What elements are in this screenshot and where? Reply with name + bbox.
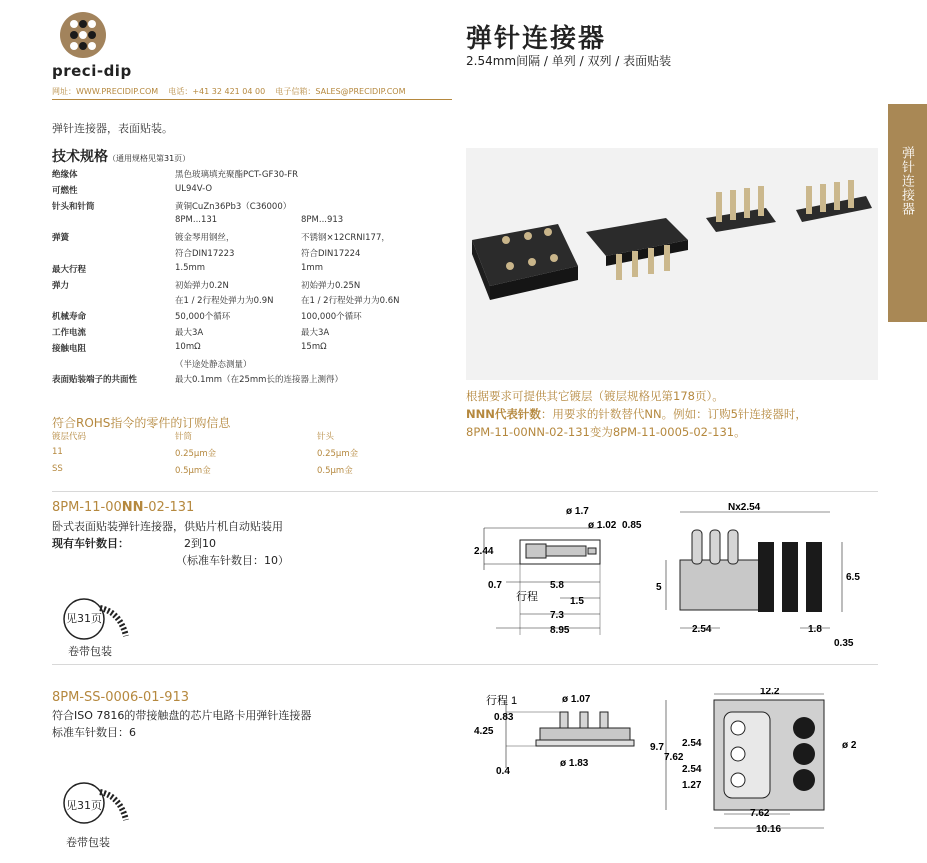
intro-text: 弹针连接器，表面贴装。 bbox=[52, 122, 173, 135]
rohs-col-tip: 针头 bbox=[317, 432, 335, 442]
spec-cell: 黑色玻璃填充聚酯PCT-GF30-FR bbox=[175, 170, 299, 180]
spec-heading-note: （通用规格见第31页） bbox=[108, 154, 191, 163]
spec-row bbox=[52, 371, 432, 387]
spec-cell: 针头和针筒 bbox=[52, 201, 95, 212]
page-subtitle: 2.54mm间隔 / 单列 / 双列 / 表面贴装 bbox=[466, 54, 672, 68]
spec-cell: 最大3A bbox=[175, 327, 204, 338]
dim-label: 行程 bbox=[516, 591, 538, 603]
rohs-heading: 符合ROHS指令的零件的订购信息 bbox=[52, 416, 231, 430]
product2-description: 符合ISO 7816的带接触盘的芯片电路卡用弹针连接器 bbox=[52, 709, 312, 722]
spec-cell: （半途处静态测量） bbox=[175, 359, 252, 370]
spec-heading-text: 技术规格 bbox=[52, 149, 108, 165]
product-photo bbox=[466, 148, 878, 380]
rohs-cell: 0.25μm金 bbox=[317, 449, 359, 459]
spec-cell: 15mΩ bbox=[301, 341, 327, 352]
dim-label: 7.3 bbox=[550, 610, 564, 621]
rohs-cell: 0.5μm金 bbox=[175, 466, 211, 476]
spec-cell: 50,000个循环 bbox=[175, 312, 231, 323]
spec-cell: 最大行程 bbox=[52, 264, 87, 275]
spec-cell: 100,000个循环 bbox=[301, 312, 362, 323]
plating-note: 根据要求可提供其它镀层（镀层规格见第178页）。 bbox=[466, 389, 724, 403]
spec-cell: 接触电阻 bbox=[52, 343, 87, 354]
brand-name: preci-dip bbox=[52, 62, 132, 80]
dim-label: 1.27 bbox=[682, 780, 702, 791]
spec-row bbox=[52, 356, 432, 372]
spec-cell: 1.5mm bbox=[175, 262, 206, 273]
rohs-row bbox=[52, 464, 432, 476]
product1-pins-label: 现有车针数目： bbox=[52, 537, 129, 550]
product1-pins-value: 2到10 bbox=[184, 537, 216, 550]
spec-row bbox=[52, 340, 432, 356]
dim-label: 2.54 bbox=[682, 738, 702, 749]
spec-row bbox=[52, 182, 432, 198]
header-divider bbox=[52, 99, 452, 100]
spec-cell: 镀金琴用钢丝， bbox=[175, 233, 235, 244]
rohs-cell: 11 bbox=[52, 447, 63, 457]
rohs-col-barrel: 针筒 bbox=[175, 432, 193, 442]
spec-row bbox=[52, 229, 432, 245]
dim-label: ø 2 bbox=[842, 740, 857, 751]
dim-label: 行程 1 bbox=[486, 695, 518, 707]
product1-part-nn: NN bbox=[121, 500, 144, 515]
spec-cell: 在1 / 2行程处弹力为0.6N bbox=[301, 296, 400, 307]
spec-row bbox=[52, 213, 432, 229]
spec-row bbox=[52, 324, 432, 340]
spec-cell: 工作电流 bbox=[52, 327, 87, 338]
spec-cell: 表面贴装端子的共面性 bbox=[52, 375, 138, 386]
spec-cell: 在1 / 2行程处弹力为0.9N bbox=[175, 296, 274, 307]
contact-info bbox=[52, 86, 406, 97]
spec-row bbox=[52, 308, 432, 324]
product1-pins-std: （标准车针数目：10） bbox=[176, 554, 289, 567]
spec-table bbox=[52, 166, 432, 387]
spec-cell: 8PM...131 bbox=[175, 215, 218, 226]
rohs-cell: 0.5μm金 bbox=[317, 466, 353, 476]
product1-drawing bbox=[470, 500, 880, 650]
dim-label: 1.5 bbox=[570, 596, 584, 607]
dim-label: 0.35 bbox=[834, 638, 854, 649]
spec-cell: 最大0.1mm（在25mm长的连接器上测得） bbox=[175, 375, 343, 386]
product1-reel-label: 卷带包装 bbox=[68, 645, 112, 658]
spec-cell: 弹力 bbox=[52, 280, 70, 291]
pin-count-note-bold: NNN代表针数 bbox=[466, 407, 541, 421]
spec-cell: UL94V-O bbox=[175, 183, 213, 194]
dim-label: ø 1.07 bbox=[562, 694, 591, 705]
product2-reel-label: 卷带包装 bbox=[66, 836, 110, 849]
product2-drawing bbox=[470, 688, 880, 838]
spec-cell: 弹簧 bbox=[52, 233, 70, 244]
product1-part-number[interactable] bbox=[52, 500, 194, 515]
spec-heading bbox=[52, 146, 190, 166]
dim-label: Nx2.54 bbox=[728, 502, 761, 513]
brand-logo bbox=[60, 12, 106, 58]
dim-label: 8.95 bbox=[550, 625, 570, 636]
spec-cell: 不锈钢×12CRNI177， bbox=[301, 233, 390, 244]
spec-cell: 1mm bbox=[301, 262, 323, 273]
page-title: 弹针连接器 bbox=[466, 24, 607, 54]
product1-part-prefix: 8PM-11-00 bbox=[52, 500, 122, 515]
product1-part-suffix: -02-131 bbox=[143, 500, 195, 515]
rohs-col-code: 镀层代码 bbox=[52, 432, 87, 442]
rohs-cell: SS bbox=[52, 464, 63, 474]
dim-label: 9.7 bbox=[650, 742, 664, 753]
spec-cell: 绝缘体 bbox=[52, 170, 78, 180]
dim-label: ø 1.7 bbox=[566, 506, 589, 517]
spec-cell: 黄铜CuZn36Pb3（C36000） bbox=[175, 201, 292, 212]
section-divider bbox=[52, 664, 878, 665]
dim-label: 0.4 bbox=[496, 766, 510, 777]
dim-label: 2.54 bbox=[692, 624, 712, 635]
spec-row bbox=[52, 292, 432, 308]
spec-cell: 机械寿命 bbox=[52, 312, 87, 323]
spec-cell: 8PM...913 bbox=[301, 215, 344, 226]
rohs-table-header bbox=[52, 430, 432, 442]
rohs-row bbox=[52, 447, 432, 459]
dim-label: 6.5 bbox=[846, 572, 860, 583]
spec-row bbox=[52, 166, 432, 182]
spec-row bbox=[52, 245, 432, 261]
spec-cell: 最大3A bbox=[301, 327, 330, 338]
contact-web[interactable]: 网址：WWW.PRECIDIP.COM bbox=[52, 87, 159, 96]
spec-row bbox=[52, 261, 432, 277]
spec-cell: 符合DIN17223 bbox=[175, 248, 235, 259]
product2-reel-page[interactable]: 见31页 bbox=[66, 799, 102, 812]
spec-cell: 初始弹力0.25N bbox=[301, 280, 361, 291]
product2-pins: 标准车针数目：6 bbox=[52, 726, 136, 739]
dim-label: 12.2 bbox=[760, 688, 780, 697]
product1-description: 卧式表面贴装弹针连接器，供贴片机自动贴装用 bbox=[52, 520, 283, 533]
contact-email[interactable]: 电子信箱：SALES@PRECIDIP.COM bbox=[275, 87, 406, 96]
pin-count-note bbox=[466, 406, 807, 422]
dim-label: 2.54 bbox=[682, 764, 702, 775]
dim-label: ø 1.02 bbox=[588, 520, 617, 531]
dim-label: 5 bbox=[656, 582, 662, 593]
order-example: 8PM-11-00NN-02-131变为8PM-11-0005-02-131。 bbox=[466, 425, 746, 439]
rohs-cell: 0.25μm金 bbox=[175, 449, 217, 459]
dim-label: ø 1.83 bbox=[560, 758, 589, 769]
dim-label: 5.8 bbox=[550, 580, 564, 591]
pin-count-note-rest: ：用要求的针数替代NN。例如：订购5针连接器时， bbox=[540, 407, 807, 421]
dim-label: 0.85 bbox=[622, 520, 642, 531]
dim-label: 4.25 bbox=[474, 726, 494, 737]
spec-cell: 初始弹力0.2N bbox=[175, 280, 229, 291]
product1-reel-page[interactable]: 见31页 bbox=[66, 612, 102, 625]
section-divider bbox=[52, 491, 878, 492]
product2-part-number[interactable]: 8PM-SS-0006-01-913 bbox=[52, 690, 190, 705]
dim-label: 7.62 bbox=[664, 752, 684, 763]
contact-phone: 电话：+41 32 421 04 00 bbox=[168, 87, 266, 96]
spec-row bbox=[52, 198, 432, 214]
dim-label: 0.83 bbox=[494, 712, 514, 723]
dim-label: 10.16 bbox=[756, 824, 782, 835]
dim-label: 0.7 bbox=[488, 580, 502, 591]
spec-row bbox=[52, 277, 432, 293]
dim-label: 2.44 bbox=[474, 546, 494, 557]
spec-cell: 10mΩ bbox=[175, 341, 201, 352]
spec-cell: 符合DIN17224 bbox=[301, 248, 361, 259]
spec-cell: 可燃性 bbox=[52, 185, 78, 196]
dim-label: 7.62 bbox=[750, 808, 770, 819]
side-tab-label: 弹针连接器 bbox=[899, 146, 914, 216]
dim-label: 1.8 bbox=[808, 624, 822, 635]
